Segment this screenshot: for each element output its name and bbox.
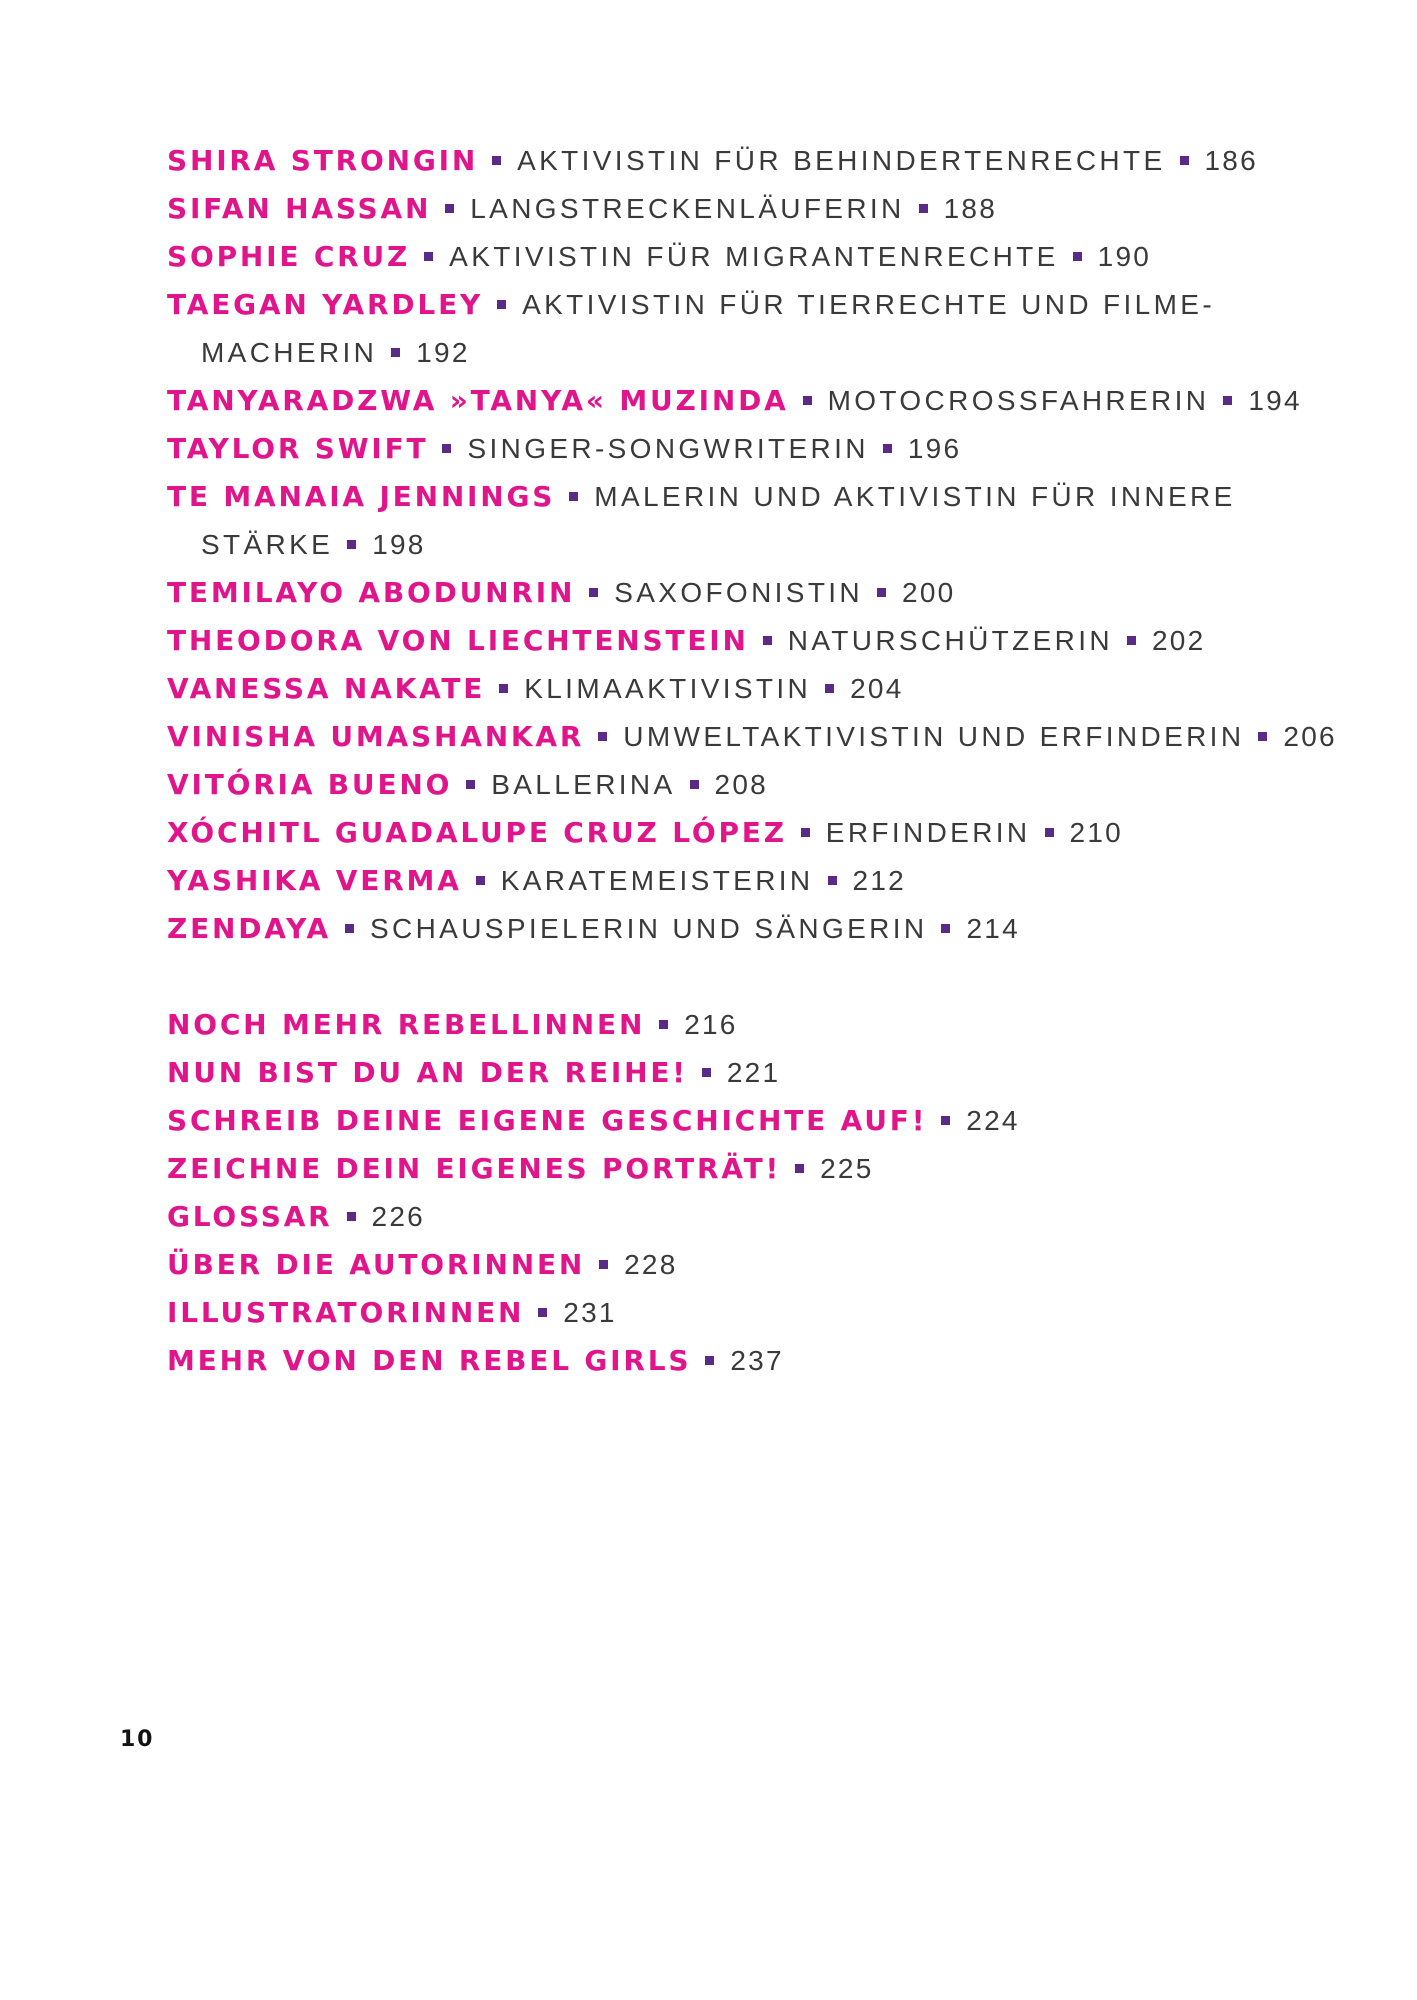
separator-square-icon bbox=[659, 1020, 668, 1029]
section-name: NOCH MEHR REBELLINNEN bbox=[167, 1008, 646, 1041]
entry-role: SAXOFONISTIN bbox=[614, 577, 864, 608]
entry-name: VANESSA NAKATE bbox=[167, 672, 486, 705]
table-of-contents bbox=[167, 137, 1347, 1385]
toc-section bbox=[167, 1145, 1347, 1193]
separator-square-icon bbox=[690, 780, 699, 789]
toc-entry bbox=[167, 473, 1347, 521]
entry-name: TANYARADZWA »TANYA« MUZINDA bbox=[167, 384, 789, 417]
entry-page-number: 198 bbox=[372, 529, 426, 560]
entry-role: UMWELTAKTIVISTIN UND ERFINDERIN bbox=[623, 721, 1245, 752]
separator-square-icon bbox=[347, 540, 356, 549]
section-name: NUN BIST DU AN DER REIHE! bbox=[167, 1056, 688, 1089]
separator-square-icon bbox=[1258, 732, 1267, 741]
separator-square-icon bbox=[1045, 828, 1054, 837]
entry-role: MALERIN UND AKTIVISTIN FÜR INNERE bbox=[594, 481, 1236, 512]
section-name: ILLUSTRATORINNEN bbox=[167, 1296, 525, 1329]
entry-role: NATURSCHÜTZERIN bbox=[787, 625, 1113, 656]
entry-page-number: 214 bbox=[966, 913, 1020, 944]
separator-square-icon bbox=[497, 300, 506, 309]
entry-name: SHIRA STRONGIN bbox=[167, 144, 479, 177]
separator-square-icon bbox=[705, 1356, 714, 1365]
entry-role-continued: STÄRKE bbox=[201, 529, 334, 560]
toc-section bbox=[167, 1001, 1347, 1049]
toc-entry bbox=[167, 617, 1347, 665]
separator-square-icon bbox=[345, 924, 354, 933]
section-page-number: 221 bbox=[726, 1057, 781, 1088]
separator-square-icon bbox=[492, 156, 501, 165]
separator-square-icon bbox=[877, 588, 886, 597]
separator-square-icon bbox=[466, 780, 475, 789]
separator-square-icon bbox=[569, 492, 578, 501]
section-name: SCHREIB DEINE EIGENE GESCHICHTE AUF! bbox=[167, 1104, 928, 1137]
entry-page-number: 204 bbox=[850, 673, 904, 704]
entry-role: SINGER-SONGWRITERIN bbox=[467, 433, 869, 464]
toc-entry bbox=[167, 569, 1347, 617]
separator-square-icon bbox=[598, 732, 607, 741]
page-number: 10 bbox=[120, 1727, 155, 1752]
section-name: ÜBER DIE AUTORINNEN bbox=[167, 1248, 586, 1281]
separator-square-icon bbox=[1073, 252, 1082, 261]
toc-entry bbox=[167, 185, 1347, 233]
entry-name: ZENDAYA bbox=[167, 912, 331, 945]
separator-square-icon bbox=[803, 396, 812, 405]
entry-page-number: 206 bbox=[1283, 721, 1337, 752]
entry-name: TEMILAYO ABODUNRIN bbox=[167, 576, 576, 609]
entry-name: TE MANAIA JENNINGS bbox=[167, 480, 556, 513]
entry-role: LANGSTRECKENLÄUFERIN bbox=[470, 193, 905, 224]
toc-entry bbox=[167, 233, 1347, 281]
separator-square-icon bbox=[442, 444, 451, 453]
section-page-number: 231 bbox=[563, 1297, 617, 1328]
separator-square-icon bbox=[445, 204, 454, 213]
section-page-number: 228 bbox=[624, 1249, 678, 1280]
entry-name: TAYLOR SWIFT bbox=[167, 432, 429, 465]
section-page-number: 216 bbox=[684, 1009, 738, 1040]
separator-square-icon bbox=[941, 1116, 950, 1125]
entry-role: AKTIVISTIN FÜR BEHINDERTENRECHTE bbox=[517, 145, 1166, 176]
separator-square-icon bbox=[476, 876, 485, 885]
section-list bbox=[167, 1001, 1347, 1385]
section-page-number: 226 bbox=[371, 1201, 425, 1232]
separator-square-icon bbox=[1223, 396, 1232, 405]
entry-role: AKTIVISTIN FÜR MIGRANTENRECHTE bbox=[449, 241, 1059, 272]
separator-square-icon bbox=[825, 684, 834, 693]
separator-square-icon bbox=[499, 684, 508, 693]
toc-entry bbox=[167, 377, 1347, 425]
entry-role: MOTOCROSSFAHRERIN bbox=[827, 385, 1210, 416]
section-page-number: 224 bbox=[966, 1105, 1020, 1136]
entry-page-number: 186 bbox=[1204, 145, 1258, 176]
section-gap bbox=[167, 953, 1347, 1001]
entry-name: VITÓRIA BUENO bbox=[167, 768, 453, 801]
entry-page-number: 190 bbox=[1097, 241, 1152, 272]
separator-square-icon bbox=[1127, 636, 1136, 645]
toc-section bbox=[167, 1193, 1347, 1241]
entry-role-continued: MACHERIN bbox=[201, 337, 378, 368]
toc-entry bbox=[167, 905, 1347, 953]
entry-list bbox=[167, 137, 1347, 953]
separator-square-icon bbox=[919, 204, 928, 213]
entry-role: SCHAUSPIELERIN UND SÄNGERIN bbox=[369, 913, 928, 944]
separator-square-icon bbox=[828, 876, 837, 885]
entry-role: ERFINDERIN bbox=[825, 817, 1031, 848]
toc-section bbox=[167, 1049, 1347, 1097]
entry-name: SIFAN HASSAN bbox=[167, 192, 432, 225]
separator-square-icon bbox=[391, 348, 400, 357]
entry-page-number: 194 bbox=[1248, 385, 1302, 416]
entry-role: BALLERINA bbox=[491, 769, 676, 800]
entry-page-number: 212 bbox=[852, 865, 906, 896]
toc-entry bbox=[167, 281, 1347, 329]
separator-square-icon bbox=[1180, 156, 1189, 165]
toc-entry bbox=[167, 425, 1347, 473]
separator-square-icon bbox=[424, 252, 433, 261]
entry-name: VINISHA UMASHANKAR bbox=[167, 720, 585, 753]
separator-square-icon bbox=[795, 1164, 804, 1173]
toc-entry bbox=[167, 761, 1347, 809]
entry-page-number: 202 bbox=[1151, 625, 1206, 656]
entry-page-number: 208 bbox=[714, 769, 768, 800]
toc-entry bbox=[167, 857, 1347, 905]
entry-page-number: 200 bbox=[902, 577, 956, 608]
toc-section bbox=[167, 1241, 1347, 1289]
entry-page-number: 188 bbox=[943, 193, 998, 224]
section-name: GLOSSAR bbox=[167, 1200, 333, 1233]
separator-square-icon bbox=[599, 1260, 608, 1269]
toc-entry bbox=[167, 809, 1347, 857]
separator-square-icon bbox=[702, 1068, 711, 1077]
separator-square-icon bbox=[801, 828, 810, 837]
entry-role: KARATEMEISTERIN bbox=[500, 865, 814, 896]
entry-name: TAEGAN YARDLEY bbox=[167, 288, 484, 321]
toc-entry bbox=[167, 665, 1347, 713]
section-page-number: 237 bbox=[730, 1345, 784, 1376]
entry-role: KLIMAAKTIVISTIN bbox=[524, 673, 812, 704]
entry-name: SOPHIE CRUZ bbox=[167, 240, 411, 273]
separator-square-icon bbox=[941, 924, 950, 933]
section-page-number: 225 bbox=[820, 1153, 874, 1184]
separator-square-icon bbox=[883, 444, 892, 453]
toc-section bbox=[167, 1289, 1347, 1337]
entry-page-number: 196 bbox=[907, 433, 962, 464]
entry-page-number: 210 bbox=[1069, 817, 1123, 848]
toc-section bbox=[167, 1337, 1347, 1385]
toc-entry-continuation bbox=[167, 329, 1347, 377]
entry-name: XÓCHITL GUADALUPE CRUZ LÓPEZ bbox=[167, 816, 787, 849]
entry-name: THEODORA VON LIECHTENSTEIN bbox=[167, 624, 749, 657]
toc-section bbox=[167, 1097, 1347, 1145]
separator-square-icon bbox=[538, 1308, 547, 1317]
toc-entry-continuation bbox=[167, 521, 1347, 569]
separator-square-icon bbox=[763, 636, 772, 645]
entry-page-number: 192 bbox=[416, 337, 470, 368]
section-name: ZEICHNE DEIN EIGENES PORTRÄT! bbox=[167, 1152, 782, 1185]
toc-entry bbox=[167, 137, 1347, 185]
section-name: MEHR VON DEN REBEL GIRLS bbox=[167, 1344, 692, 1377]
toc-entry bbox=[167, 713, 1347, 761]
separator-square-icon bbox=[347, 1212, 356, 1221]
entry-name: YASHIKA VERMA bbox=[167, 864, 462, 897]
separator-square-icon bbox=[589, 588, 598, 597]
entry-role: AKTIVISTIN FÜR TIERRECHTE UND FILME- bbox=[522, 289, 1216, 320]
